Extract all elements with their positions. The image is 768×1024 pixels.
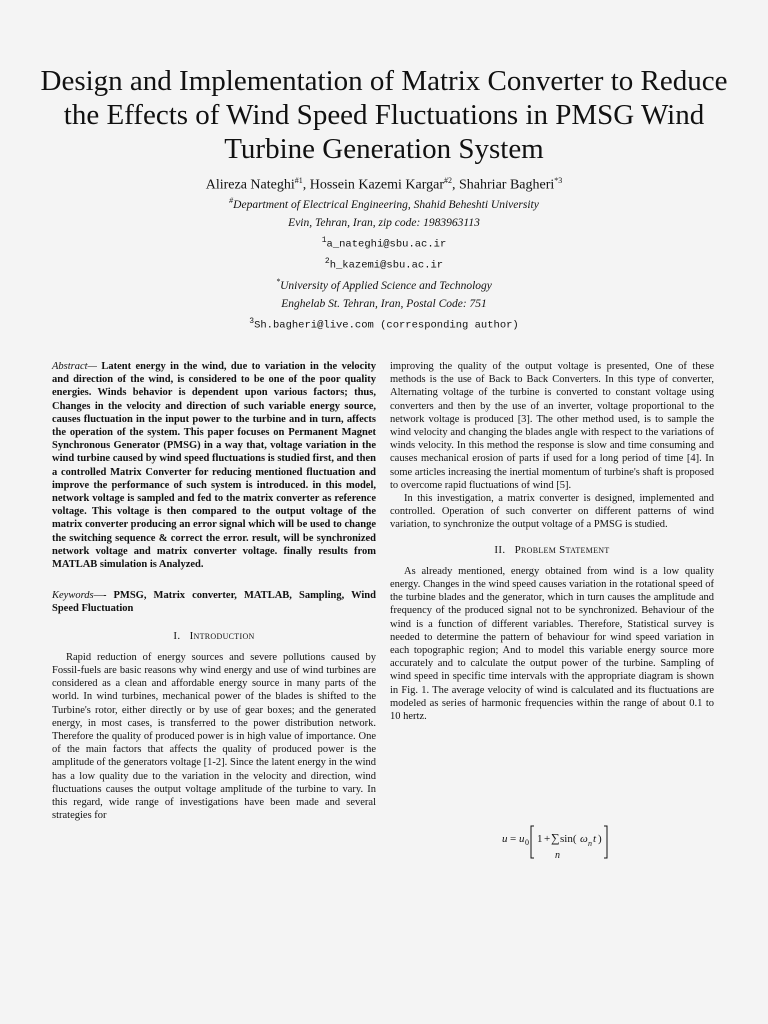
author-marker: #2 (444, 176, 453, 185)
equation-one: 1 (537, 833, 543, 845)
section-title: Problem Statement (514, 543, 610, 556)
address: Enghelab St. Tehran, Iran, Postal Code: 751 (281, 297, 487, 310)
email-address: h_kazemi@sbu.ac.ir (329, 259, 444, 272)
author-separator: , (302, 177, 310, 193)
abstract-text: Latent energy in the wind, due to variation in the velocity and direction of the wind, is considered to be one of the poor quality energies. Winds behavior is dependent upon various factors; thus, Changes in the velocity and direction of such variable energy source, causes fluctuation in the input power to the turbine and in turn, affects the operation of the system. This paper focuses on Permanent Magnet Synchronous Generator (PMSG) in a way that, voltage variation in the wind turbine caused by wind speed fluctuations is studied first, and then a controlled Matrix Converter for reducing mentioned fluctuation and improve the performance of such system is introduced. in this model, network voltage is sampled and fed to the matrix converter as reference voltage. This voltage is then compared to the output voltage of the matrix converter producing an error signal which will be used to change the switching sequence & correct the error. result, will be synchronized network voltage and matrix converter voltage. finally results from MATLAB simulation is Analyzed. (52, 361, 376, 571)
equation-sigma: ∑ (551, 831, 560, 845)
right-bracket (604, 826, 607, 858)
paper-title: Design and Implementation of Matrix Converter to Reduce the Effects of Wind Speed Fluctuations in PMSG Wind Turbine Generation System (40, 65, 728, 165)
affiliation-marker: * (276, 277, 281, 286)
university (100, 273, 668, 295)
author-marker: *3 (554, 176, 563, 185)
email (100, 253, 668, 275)
equation-omega: ω (580, 833, 588, 845)
email-address: Sh.bagheri@live.com (corresponding author) (254, 319, 519, 332)
keywords-label: Keywords— (52, 590, 103, 602)
equation-close-paren: ) (598, 833, 602, 845)
keywords (52, 589, 376, 615)
equation-plus: + (544, 833, 551, 845)
paragraph: Rapid reduction of energy sources and severe pollutions caused by Fossil-fuels are basic reasons why wind energy and use of wind turbines are considered as a clean and affordable energy source in many parts of the world. In wind turbines, mechanical power of the blades is shifted to the Turbine's rotor, either directly or by use of gear boxes; and the generated energy, in most cases, is transferred to the power distribution network. Therefore the quality of produced power is in high value of importance. One of the main factors that affects the quality of produced power is the amplitude of the generators voltage [1-2]. Since the latent energy in the wind has a low quality due to the variation in the velocity and direction, wind fluctuations causes the output voltage amplitude of the turbine to vary. In this regard, wide range of investigations have been made and several strategies for (52, 651, 376, 822)
author-name: Alireza Nateghi (205, 177, 295, 193)
keywords-text: - PMSG, Matrix converter, MATLAB, Sampling, Wind Speed Fluctuation (52, 590, 376, 615)
email-marker: 1 (321, 235, 327, 245)
paragraph: improving the quality of the output voltage is presented, One of these methods is the use of Back to Back Converters. In this type of converter, Alternating voltage of the turbine is converted to constant voltage using converters and then by the use of an inverter, voltage proportional to the network voltage is produced [3]. The other method used, is to sample the wind velocity and changing the blades angle with respect to the variations of winds velocity. In this method the response is slow and time consuming and causes mechanical erosion of parts if used for a long period of time [4]. In some articles increasing the inertial momentum of turbine's shaft is proposed to overcome rapid fluctuations of wind [5]. (390, 361, 714, 491)
department (100, 192, 668, 214)
author-name: Hossein Kazemi Kargar (309, 177, 445, 193)
wind-speed-equation (500, 822, 620, 866)
section-number: II. (494, 543, 506, 556)
equation-sin: sin( (560, 833, 577, 845)
university-name: University of Applied Science and Technology (280, 279, 492, 292)
author-marker: #1 (294, 176, 303, 185)
equation-sum-index: n (555, 850, 560, 861)
equation-u0: u (519, 833, 525, 845)
affiliation-block-1 (100, 192, 668, 275)
author-name: Shahriar Bagheri (459, 177, 555, 193)
email (100, 313, 668, 335)
affiliation-marker: # (229, 196, 234, 205)
equation-u0-subscript: 0 (525, 838, 529, 847)
left-column (52, 360, 376, 823)
section-heading (52, 630, 376, 643)
section-title: Introduction (189, 629, 255, 642)
left-bracket (531, 826, 534, 858)
abstract (52, 360, 376, 571)
affiliation-block-2 (100, 273, 668, 334)
section-number: I. (173, 629, 181, 642)
email-address: a_nateghi@sbu.ac.ir (326, 238, 447, 251)
equation-lhs: u (502, 833, 508, 845)
email-marker: 2 (324, 257, 330, 267)
right-column (390, 360, 714, 723)
abstract-label: Abstract— (52, 361, 97, 372)
section-heading (390, 544, 714, 557)
equation-t: t (593, 833, 597, 845)
address: Evin, Tehran, Iran, zip code: 1983963113 (288, 216, 480, 229)
department-name: Department of Electrical Engineering, Shahid Beheshti University (233, 198, 539, 211)
equation-equals: = (510, 833, 517, 845)
equation-omega-subscript: n (588, 839, 592, 848)
author-separator: , (452, 177, 460, 193)
paragraph: In this investigation, a matrix converter is designed, implemented and controlled. Operation of such converter on different patterns of wind variation, to synchronize the output voltage of a PMSG is studied. (390, 493, 714, 531)
paragraph: As already mentioned, energy obtained from wind is a low quality energy. Changes in the wind speed causes variation in the rotational speed of the turbine blades and the generator, which in turn causes the amplitude and frequency of the produced signal not to be synchronized. Behaviour of the wind is a function of different variables. Therefore, Statistical survey is needed to determine the pattern of behaviour for wind speed variation in each topographic region; And to model this variable energy source more accurately and to calculate the output power of the turbine. Sampling of wind speed in specific time intervals with the appropriate diagram is shown in Fig. 1. The average velocity of wind is calculated and its fluctuations are modeled as series of harmonic frequencies within the range of about 0.1 to 10 hertz. (390, 565, 714, 723)
email-marker: 3 (249, 316, 255, 326)
email (100, 232, 668, 254)
